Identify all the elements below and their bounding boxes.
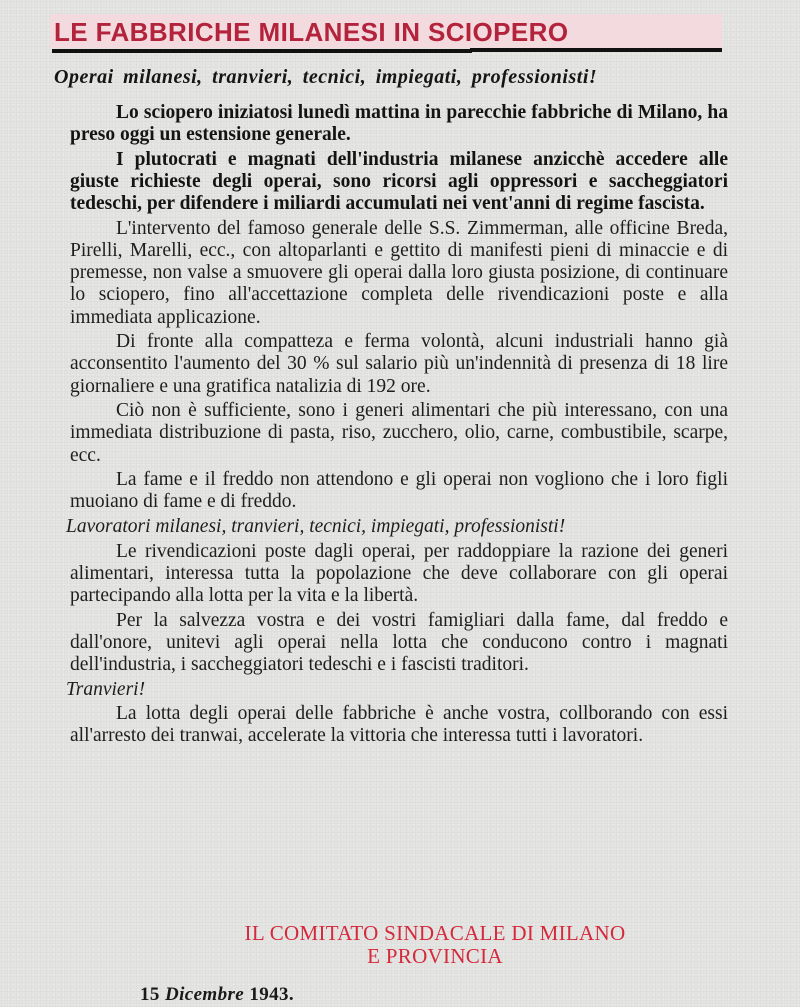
callout-tram-workers: Tranvieri! — [66, 678, 146, 700]
title-underline-left — [52, 49, 472, 53]
paragraph-plutocrats: I plutocrati e magnati dell'industria milanese anzicchè accedere alle giuste richieste degli operai, sono ricorsi agli oppressori e saccheggiatori tedeschi, per difendere i miliardi accumulati nei vent'anni di regime fascista. — [70, 148, 728, 215]
signature-block — [205, 922, 665, 968]
leaflet-body — [66, 102, 728, 750]
signature-line-2: E PROVINCIA — [367, 944, 503, 968]
date-day: 15 — [140, 984, 160, 1005]
document-title: LE FABBRICHE MILANESI IN SCIOPERO — [54, 17, 569, 47]
callout-workers: Lavoratori milanesi, tranvieri, tecnici, impiegati, professionisti! — [66, 516, 566, 537]
dateline — [140, 984, 294, 1006]
paragraph-zimmerman: L'intervento del famoso generale delle S.S. Zimmerman, alle officine Breda, Pirelli, Marelli, ecc., con altoparlanti e gettito di manifesti pieni di minaccie e di premesse, non valse a smuovere gli operai dalla loro giusta posizione, di continuare lo sciopero, fino all'accettazione completa delle rivendicazioni poste e alla immediata applicazione. — [70, 217, 728, 328]
date-year: 1943. — [249, 984, 295, 1005]
address-subheading: Operai milanesi, tranvieri, tecnici, impiegati, professionisti! — [54, 66, 598, 88]
date-month: Dicembre — [164, 984, 245, 1005]
signature-line-1: IL COMITATO SINDACALE DI MILANO — [244, 921, 626, 945]
paragraph-tram-strike: La lotta degli operai delle fabbriche è anche vostra, collborando con essi all'arresto dei tranwai, accelerate la vittoria che interessa tutti i lavoratori. — [70, 703, 728, 747]
paragraph-rations: Le rivendicazioni poste dagli operai, per raddoppiare la razione dei generi alimentari, interessa tutta la popolazione che deve collaborare con gli operai partecipando alla lotta per la vita e la libertà. — [70, 540, 728, 606]
paragraph-hunger-cold: La fame e il freddo non attendono e gli operai non vogliono che i loro figli muoiano di fame e di freddo. — [70, 469, 728, 513]
paragraph-industrialists: Di fronte alla compatteza e ferma volontà, alcuni industriali hanno già acconsentito l'aumento del 30 % sul salario più un'indennità di presenza di 18 lire giornaliere e una gratifica natalizia di 192 ore. — [70, 331, 728, 397]
title-underline-right — [470, 48, 722, 52]
paragraph-strike-start: Lo sciopero iniziatosi lunedì mattina in parecchie fabbriche di Milano, ha preso oggi un estensione generale. — [70, 102, 728, 146]
paragraph-unite: Per la salvezza vostra e dei vostri famigliari dalla fame, dal freddo e dall'onore, unitevi agli operai nella lotta che conducono contro i magnati dell'industria, i saccheggiatori tedeschi e i fascisti traditori. — [70, 609, 728, 675]
paragraph-food-supplies: Ciò non è sufficiente, sono i generi alimentari che più interessano, con una immediata distribuzione di pasta, riso, zucchero, olio, carne, combustibile, scarpe, ecc. — [70, 400, 728, 466]
